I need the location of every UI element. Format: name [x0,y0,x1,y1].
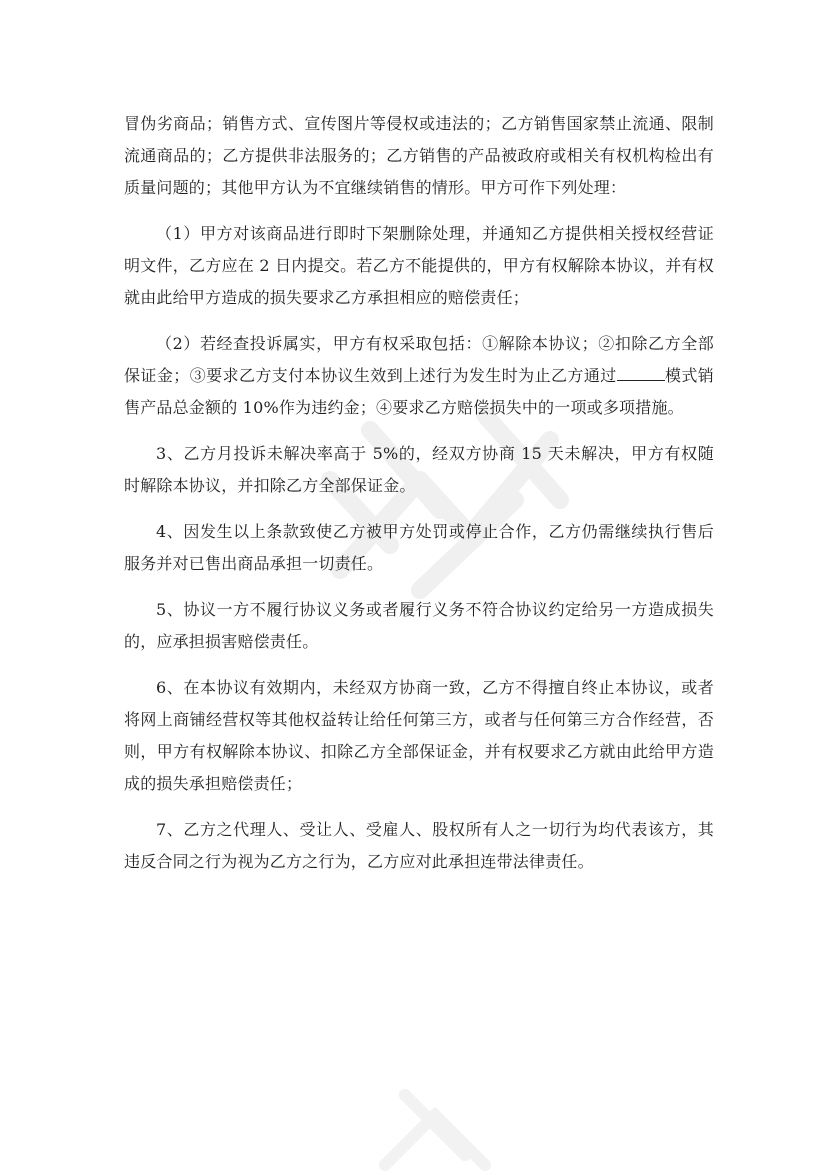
paragraph-item-4: 4、因发生以上条款致使乙方被甲方处罚或停止合作，乙方仍需继续执行售后服务并对已售出商品承担一切责任。 [124,522,714,573]
paragraph-item-7: 7、乙方之代理人、受让人、受雇人、股权所有人之一切行为均代表该方，其违反合同之行为视为乙方之行为，乙方应对此承担连带法律责任。 [124,820,714,871]
paragraph-clause-1: （1）甲方对该商品进行即时下架删除处理，并通知乙方提供相关授权经营证明文件，乙方应在 2 日内提交。若乙方不能提供的，甲方有权解除本协议，并有权就由此给甲方造成的损失要求乙方承担相应的赔偿责任； [124,224,714,307]
paragraph-clause-2-text-after: 模式销售产品总金额的 10%作为违约金；④要求乙方赔偿损失中的一项或多项措施。 [124,366,714,417]
paragraph-item-3: 3、乙方月投诉未解决率高于 5%的，经双方协商 15 天未解决，甲方有权随时解除本协议，并扣除乙方全部保证金。 [124,444,714,495]
paragraph-item-5: 5、协议一方不履行协议义务或者履行义务不符合协议约定给另一方造成损失的，应承担损害赔偿责任。 [124,600,714,651]
document-body [124,108,714,892]
paragraph-clause-2 [124,328,714,424]
paragraph-item-6: 6、在本协议有效期内，未经双方协商一致，乙方不得擅自终止本协议，或者将网上商铺经营权等其他权益转让给任何第三方，或者与任何第三方合作经营，否则，甲方有权解除本协议、扣除乙方全部保证金，并有权要求乙方就由此给甲方造成的损失承担赔偿责任； [124,678,714,793]
fill-in-blank [617,362,665,381]
paragraph-continuation: 冒伪劣商品；销售方式、宣传图片等侵权或违法的；乙方销售国家禁止流通、限制流通商品的；乙方提供非法服务的；乙方销售的产品被政府或相关有权机构检出有质量问题的；其他甲方认为不宜继续销售的情形。甲方可作下列处理： [124,114,714,197]
paragraph-clause-2-text-before: （2）若经查投诉属实，甲方有权采取包括：①解除本协议；②扣除乙方全部保证金；③要求乙方支付本协议生效到上述行为发生时为止乙方通过 [124,334,714,385]
watermark-bottom-icon [375,1075,505,1175]
